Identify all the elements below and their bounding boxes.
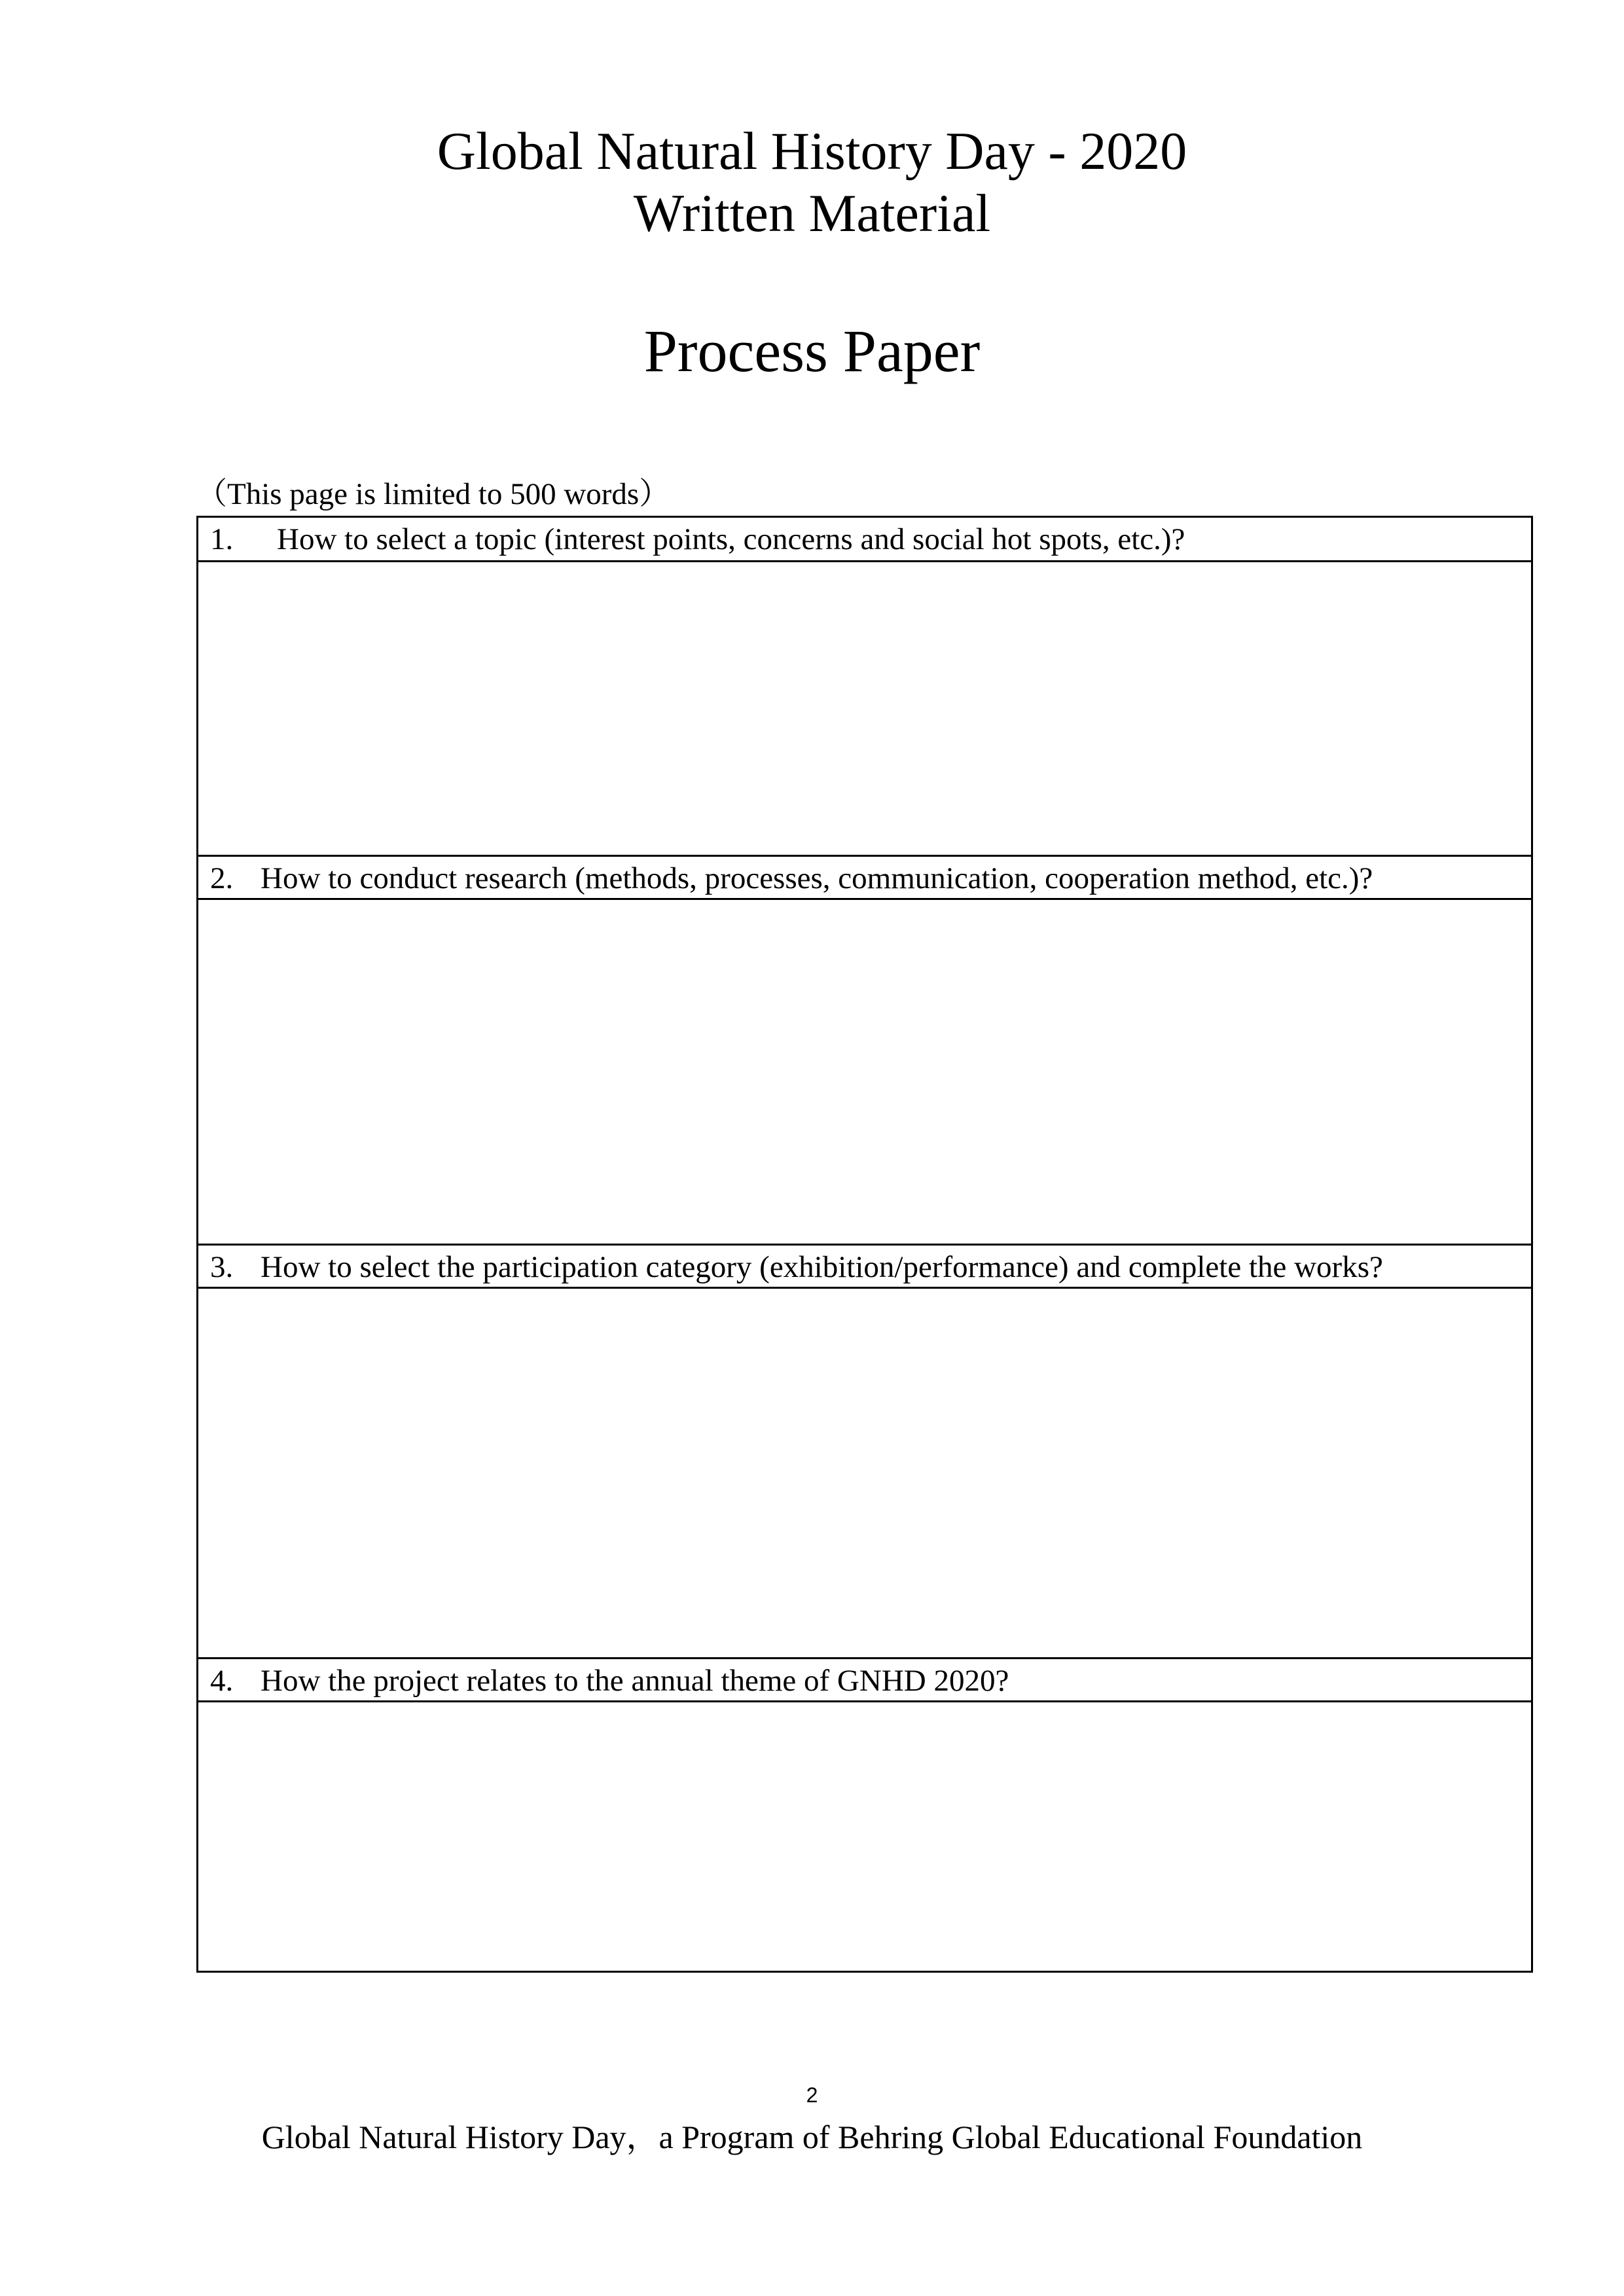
document-title-line1: Global Natural History Day - 2020 [437, 121, 1187, 181]
question-number: 1. [210, 522, 234, 556]
question-row-3 [198, 1244, 1531, 1289]
question-text: How to conduct research (methods, processes, communication, cooperation method, etc.)? [261, 861, 1373, 895]
question-number: 3. [210, 1250, 234, 1284]
question-text: How to select a topic (interest points, concerns and social hot spots, etc.)? [277, 522, 1185, 556]
question-number: 4. [210, 1664, 234, 1698]
process-paper-form [196, 516, 1533, 1973]
answer-field-2[interactable] [198, 900, 1531, 1246]
page-number: 2 [806, 2083, 818, 2107]
footer-text: Global Natural History Day，a Program of Behring Global Educational Foundation [261, 2119, 1363, 2155]
question-text: How to select the participation category (exhibition/performance) and complete the works? [261, 1250, 1383, 1284]
question-number: 2. [210, 861, 234, 895]
question-row-4 [198, 1657, 1531, 1702]
document-title-line2: Written Material [633, 183, 991, 243]
answer-field-1[interactable] [198, 562, 1531, 857]
word-limit-note: （This page is limited to 500 words） [196, 477, 670, 511]
question-row-2 [198, 855, 1531, 900]
question-row-1 [198, 518, 1531, 562]
answer-field-3[interactable] [198, 1289, 1531, 1659]
page-title: Process Paper [643, 317, 981, 384]
question-text: How the project relates to the annual theme of GNHD 2020? [261, 1664, 1009, 1698]
answer-field-4[interactable] [198, 1702, 1531, 1971]
